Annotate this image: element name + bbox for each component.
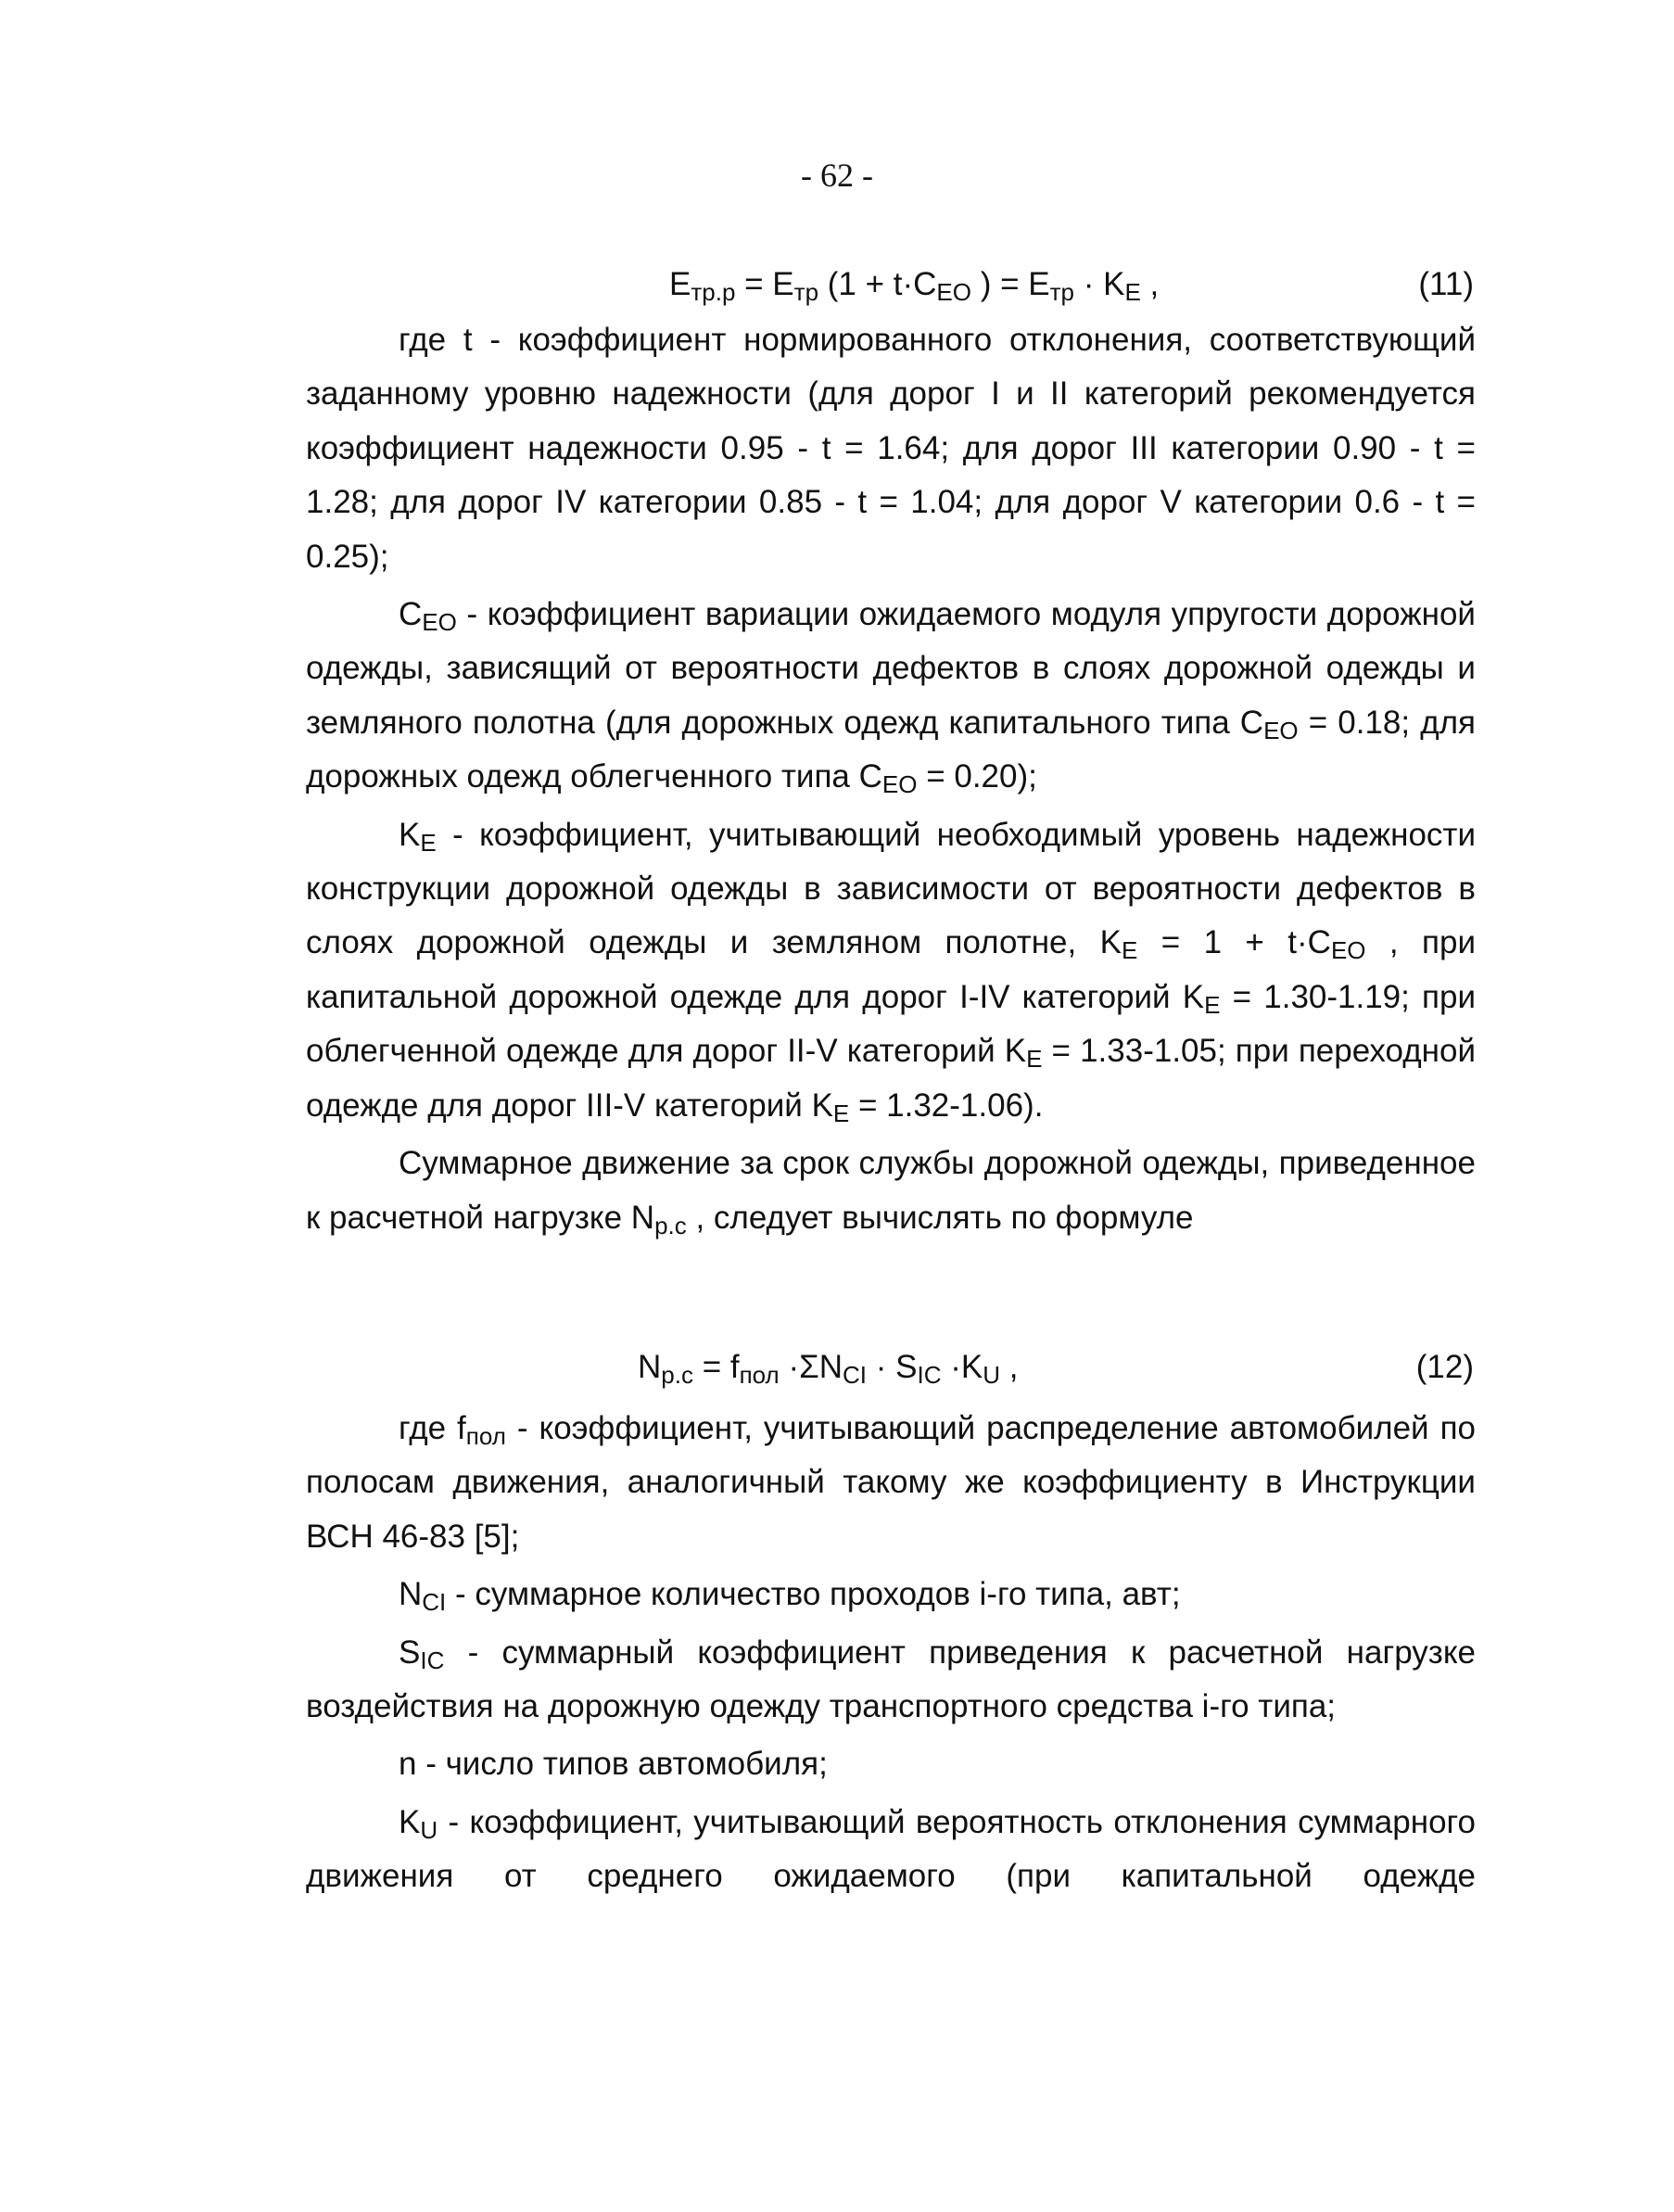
text-block-2: [306, 1402, 1476, 1908]
paragraph-ke-definition: $K_E$ - коэффициент, учитывающий необходимый уровень надежности конструкции дорожной одежды в зависимости от вероятности дефектов в слоях дорожной одежды и земляном полотне, $K_E = 1 + t\cdot C_{EO}$ , при капитальной дорожной одежде для дорог I-IV категорий $K_E = 1.30-1.19$; при облегченной одежде для дорог II-V категорий $K_E = 1.33-1.05$; при переходной одежде для дорог III-V категорий $K_E = 1.32-1.06$).: [306, 816, 1477, 1127]
paragraph-sic-definition: $S_{IC}$ - суммарный коэффициент приведения к расчетной нагрузке воздействия на дорожную одежду транспортного средства i-го типа;: [306, 1634, 1476, 1725]
paragraph-ku-definition: $K_U$ - коэффициент, учитывающий вероятность отклонения суммарного движения от среднего ожидаемого (при капитальной одежде: [306, 1803, 1476, 1895]
text-block-1: [306, 313, 1476, 1249]
paragraph-ceo-definition: $C_{EO}$ - коэффициент вариации ожидаемого модуля упругости дорожной одежды, зависящий от вероятности дефектов в слоях дорожной одежды и земляного полотна (для дорожных одежд капитального типа $C_{EO} = 0.18$; для дорожных одежд облегченного типа $C_{EO} = 0.20$);: [306, 596, 1476, 799]
paragraph-n-definition: n - число типов автомобиля;: [399, 1746, 828, 1783]
paragraph-nci-definition: $N_{CI}$ - суммарное количество проходов i-го типа, авт;: [399, 1576, 1181, 1617]
page-number: - 62 -: [801, 157, 873, 194]
paragraph-total-traffic: Суммарное движение за срок службы дорожной одежды, приведенное к расчетной нагрузке $N_{р.с}$ , следует вычислять по формуле: [306, 1145, 1476, 1239]
formula-12-number: (12): [1415, 1349, 1474, 1385]
formula-11-expression: $E_{тр.р} = E_{тр}$ ($1 + t\cdot C_{EO}$ ) = $E_{тр} \cdot K_E$ ,: [669, 266, 1160, 306]
paragraph-fpol-definition: где $f_{пол}$ - коэффициент, учитывающий распределение автомобилей по полосам движения, аналогичный такому же коэффициенту в Инструкции ВСН 46-83 [5];: [306, 1410, 1476, 1555]
paragraph-t-definition: где t - коэффициент нормированного отклонения, соответствующий заданному уровню надежности (для дорог I и II категорий рекомендуется коэффициент надежности 0.95 - t = 1.64; для дорог III категории 0.90 - t = 1.28; для дорог IV категории 0.85 - t = 1.04; для дорог V категории 0.6 - t = 0.25);: [306, 322, 1476, 575]
formula-12-expression: $N_{р.с} = f_{пол} \cdot\Sigma N_{CI} \cdot S_{IC} \cdot K_U$ ,: [638, 1349, 1019, 1389]
formula-11-number: (11): [1418, 266, 1474, 302]
